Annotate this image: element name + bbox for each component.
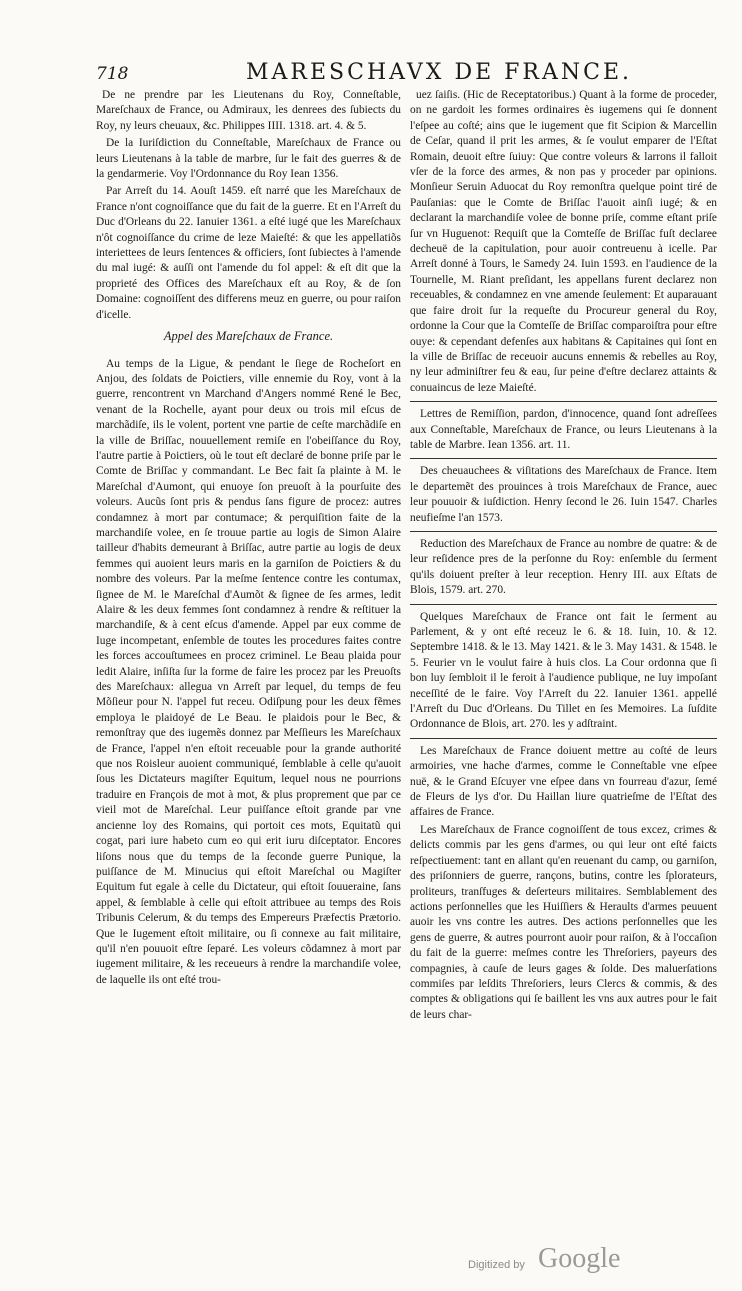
paragraph: Au temps de la Ligue, & pendant le ſiege de Rocheſort en Anjou, des ſoldats de Poictiers, ville ennemie du Roy, vont à la guerre, rencontrent vn Marchand d'Angers nommé René le Bec, venant de la Rochelle, ayant pour deux ou trois mil eſcus de marchãdiſe, ils le volent, portent vne partie de ceſte marchãdiſe en la ville de Briſſac, nouuellement remiſe en l'obeiſſance du Roy, l'autre partie à Poictiers, où le tout eſt declaré de bonne priſe par le Comte de Briſſac y commandant. Le Bec fait ſa plainte à M. le Mareſchal d'Aumont, qui enuoye ſon preuoſt à la pourſuite des voleurs. Aucũs ſont pris & pendus ſans figure de procez: autres condamnez à mort par contumace; & perquiſition faite de la marchandiſe volee, en ſe trouue partie au logis de Simon Alaire tailleur d'habits demeurant à Briſſac, autre partie au logis de deux femmes qui auoient leurs maris en la garniſon de Poictiers & du nombre des voleurs. Par la meſme ſentence contre les contumax, ſignee de M. le Mareſchal d'Aumõt & ſignee de ſes armes, ledit Alaire & les deux femmes ſont condamnez à rendre & reſtituer la marchandiſe, & à cent eſcus d'amende. Appel par eux comme de Iuge incompetant, enſemble de toutes les procedures faites contre les forces accouſtumees en procez criminel. Le Beau plaida pour ledit Alaire, inſiſta ſur la forme de faire les procez par les Preuoſts des Mareſchaux: allegua vn Arreſt par lequel, du temps de feu Mõſieur pour N. l'appel fut receu. Odiſpung pour les deux fẽmes employa le plaidoyé de Le Beau. Ie plaidois pour le Bec, & remonſtray que des iugemẽs donnez par Meſſieurs les Mareſchaux de France, l'appel n'en eſtoit receuable pour la grande authorité que nos Roisleur auoient communiqué, ſemblable à celle qu'auoit ſous les Dictateurs magiſter Equitum, lequel nous ne pourrions traduire en François de mot à mot, & plus proprement que par ce vieil mot de Mareſchal. Leur puiſſance eſtoit grande par vne ancienne loy des Romains, qui portoit ces mots, Equitatũ qui cogat, pari iure habeto cum eo qui erit iuru diſceptator. Encores liſons nous que du temps de la ſeconde guerre Punique, la puiſſance de M. Minucius qui eſtoit Mareſchal ou Magiſter Equitum fut egale à celle du Dictateur, qui eſtoit ſouueraine, ſans appel, & ſemblable à celle qui eſtoit attribuee au temps des Rois Tribunis Celerum, & du temps des Empereurs Præfectis Prætorio. Que le Iugement eſtoit militaire, ou ſi connexe au fait militaire, qu'il n'en pouuoit eſtre ſeparé. Les voleurs cõdamnez à mort par iugement militaire, & les receueurs à rendre la marchandiſe volee, de laquelle ils ont eſté trou- [96,357,401,986]
paragraph: Les Mareſchaux de France cognoiſſent de tous excez, crimes & delicts commis par les gens d'armes, ou qui leur ont eſté faicts reſpectiuement: tant en allant qu'en reuenant du camp, ou garniſon, des priſonniers de guerre, rançons, butins, contre les ſplorateurs, proliteurs, tranſfuges & deſerteurs militaires. Semblablement des actions perſonnelles que les Huiſſiers & Heraults d'armes peuuent auoir les vns contre les autres. Des actions perſonnelles que les gens de guerre, & autres pourront auoir pour raiſon, & à l'occaſion du fait de la guerre: meſmes contre les Threſoriers, payeurs des compagnies, à cauſe de leurs gages & ſolde. Des maluerſations commiſes par leſdits Threſoriers, leurs Clercs & commis, & des comptes & obligations qui ſe baillent les vns aux autres pour le fait de leurs char- [410,823,717,1021]
divider [410,604,717,605]
paragraph: Des cheuauchees & viſitations des Mareſchaux de France. Item le departemẽt des prouinces à trois Mareſchaux de France, auec leur pouuoir & iuſdiction. Henry ſecond le 26. Iuin 1547. Charles neufieſme l'an 1573. [410,465,717,524]
divider [410,401,717,402]
divider [410,458,717,459]
paragraph: Les Mareſchaux de France doiuent mettre au coſté de leurs armoiries, vne hache d'armes, comme le Conneſtable vne eſpee nuë, & le Grand Eſcuyer vne eſpee dans vn fourreau d'azur, ſemé de Fleurs de lys d'or. Du Haillan liure quatrieſme de l'Eſtat des affaires de France. [410,744,717,819]
divider [410,738,717,739]
paragraph: Par Arreſt du 14. Aouſt 1459. eſt narré que les Mareſchaux de France n'ont cognoiſſance que du fait de la guerre. Et en l'Arreſt du Duc d'Orleans du 22. Ianuier 1361. a eſté iugé que les Mareſchaux n'ôt cognoiſſance du crime de leze Maieſté: & que les appellatiõs interiettees de leurs ſentences & officiers, ſont ſubiectes à l'amende du mal iugé: & auſſi ont l'amende du fol appel: & eſt dit que la proprieté des Offices des Mareſchaux eſt au Roy, & de ſon Domaine: cognoiſſent des differens meuz en guerre, ou pour raiſon d'icelle. [96,185,401,321]
paragraph: De ne prendre par les Lieutenans du Roy, Conneſtable, Mareſchaux de France, ou Admiraux, les denrees des ſubiects du Roy, ny leurs cheuaux, &c. Philippes IIII. 1318. art. 4. & 5. [96,89,401,132]
google-logo: Google [538,1243,621,1274]
right-column [410,88,717,1025]
page-header [96,60,716,88]
paragraph: Quelques Mareſchaux de France ont fait le ſerment au Parlement, & y ont eſté receuz le 6. & 18. Iuin, 10. & 12. Septembre 1418. & le 13. May 1421. & le 3. May 1431. & 1548. le 5. Feurier vn le voulut faire à huis clos. La Cour ordonna que ſi bon luy ſembloit il le feroit à l'audience publique, ne luy impoſant neceſſité de le faire. Voy l'Arreſt du 22. Ianuier 1361. appellé l'Arreſt du Duc d'Orleans. Du Tillet en ſes Memoires. La ſuſdite Ordonnance de Blois, art. 270. les y adſtraint. [410,610,717,731]
paragraph: Lettres de Remiſſion, pardon, d'innocence, quand ſont adreſſees aux Conneſtable, Mareſchaux de France, ou leurs Lieutenans à la table de Marbre. Iean 1356. art. 11. [410,408,717,451]
left-column [96,88,401,990]
paragraph: De la Iuriſdiction du Conneſtable, Mareſchaux de France ou leurs Lieutenans à la table de marbre, ſur le fait des guerres & de la gendarmerie. Voy l'Ordonnance du Roy Iean 1356. [96,137,401,181]
digitized-by-label: Digitized by [468,1259,525,1271]
divider [410,531,717,532]
section-title: Appel des Mareſchaux de France. [163,329,334,344]
paragraph: uez ſaiſis. (Hic de Receptatoribus.) Quant à la forme de proceder, on ne gardoit les formes ordinaires ès iugemens qui ſe donnent l'eſpee au coſté; ains que le iugement que fit Scipion & Marcellin de Ceſar, quand il prit les armes, & ſe voulut emparer de l'Eſtat Romain, deuoit eſtre ſuiuy: Que contre voleurs & larrons il falloit vſer de la force des armes, & non pas y proceder par opinions. Monſieur Seruin Aduocat du Roy remonſtra quelque point tiré de Pauſanias: que le Comte de Briſſac l'auoit ainſi iugé; & en declarant la marchandiſe volee de bonne priſe, comme eſtant priſe ſur vn Huguenot: Requiſt que la Comteſſe de Briſſac fuſt declaree decheuë de la capitulation, pour auoir contreuenu à icelle. Par Arreſt donné à Tours, le Samedy 24. Iuin 1593. en l'audience de la Tournelle, M. Riant preſidant, les appellans furent declarez non receuables, & condamnez en vne amende ſeulement: Et auparauant que faire droit ſur la requeſte du Procureur general du Roy, ordonne la Cour que la Comteſſe de Briſſac comparoiſtra pour eſtre ouye: & cependant defenſes aux habitans & Capitaines qui ſont en la ville de Briſſac de receuoir aucuns ennemis & rebelles au Roy, ny leur adminiſtrer feu & eau, ſur peine d'eſtre declarez attaints & conuaincus de leze Maieſté. [410,89,717,394]
paragraph: Reduction des Mareſchaux de France au nombre de quatre: & de leur reſidence pres de la perſonne du Roy: enſemble du ſerment qu'ils doiuent preſter à leur reception. Henry III. aux Eſtats de Blois, 1579. art. 270. [410,537,717,597]
page-number: 718 [96,64,129,84]
running-title: MARESCHAVX DE FRANCE. [246,60,633,85]
